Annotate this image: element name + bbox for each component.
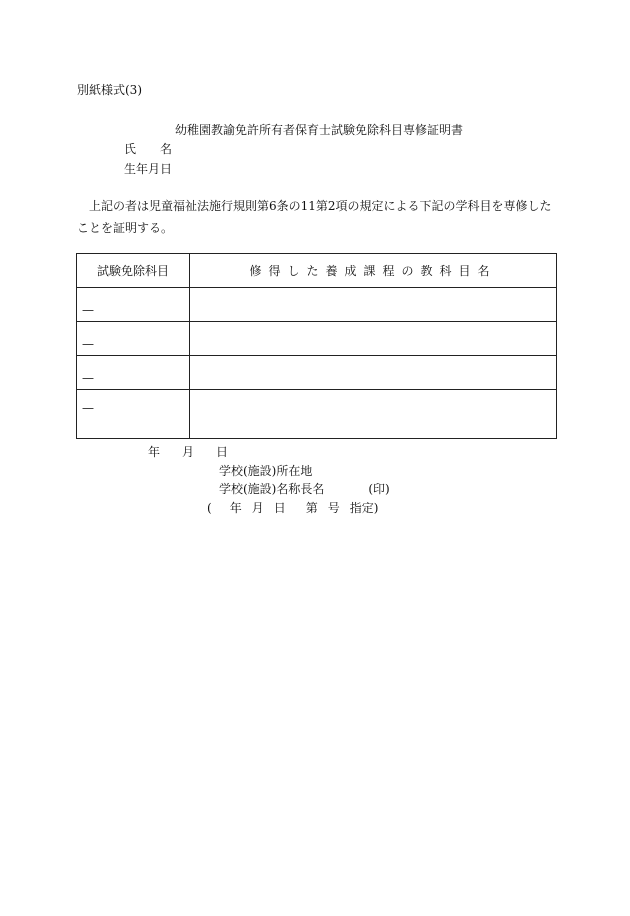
designation-year: 年 [229,501,242,515]
courses-cell [190,322,557,356]
school-address-label: 学校(施設)所在地 [219,464,313,478]
birth-date-label: 生年月日 [124,162,173,176]
seal-mark: (印) [368,482,390,496]
courses-cell [190,288,557,322]
document-title: 幼稚園教諭免許所有者保育士試験免除科目専修証明書 [175,123,464,137]
designation-designated: 指定) [349,501,379,515]
subject-cell [77,288,190,322]
subjects-table [76,253,557,439]
designation-day: 日 [273,501,286,515]
subject-placeholder: — [82,303,94,317]
date-month: 月 [182,445,195,459]
certification-statement: 上記の者は児童福祉法施行規則第6条の11第2項の規定による下記の学科目を専修したことを証明する。 [77,199,552,235]
designation-line [207,500,378,516]
table-row [77,288,557,322]
table-row [77,322,557,356]
name-field-label [124,141,172,157]
subject-placeholder: — [82,401,94,415]
school-name-label: 学校(施設)名称長名 [219,482,325,496]
issue-date-line [148,444,228,460]
form-number-label: 別紙様式(3) [77,83,142,97]
header-exempt-subject: 試験免除科目 [77,254,190,288]
courses-cell [190,390,557,439]
school-name-line [219,481,390,497]
designation-number-suffix: 号 [327,501,340,515]
table-row [77,356,557,390]
date-day: 日 [216,445,229,459]
name-label-char-2: 名 [160,142,173,156]
designation-number-prefix: 第 [305,501,318,515]
courses-cell [190,356,557,390]
subject-cell [77,356,190,390]
name-label-char-1: 氏 [124,142,137,156]
subject-cell [77,390,190,439]
subject-placeholder: — [82,337,94,351]
table-header-row [77,254,557,288]
subject-placeholder: — [82,371,94,385]
designation-month: 月 [251,501,264,515]
header-course-subjects: 修得した養成課程の教科目名 [190,254,557,288]
designation-open-paren: ( [207,501,212,515]
subject-cell [77,322,190,356]
table-row [77,390,557,439]
date-year: 年 [148,445,161,459]
